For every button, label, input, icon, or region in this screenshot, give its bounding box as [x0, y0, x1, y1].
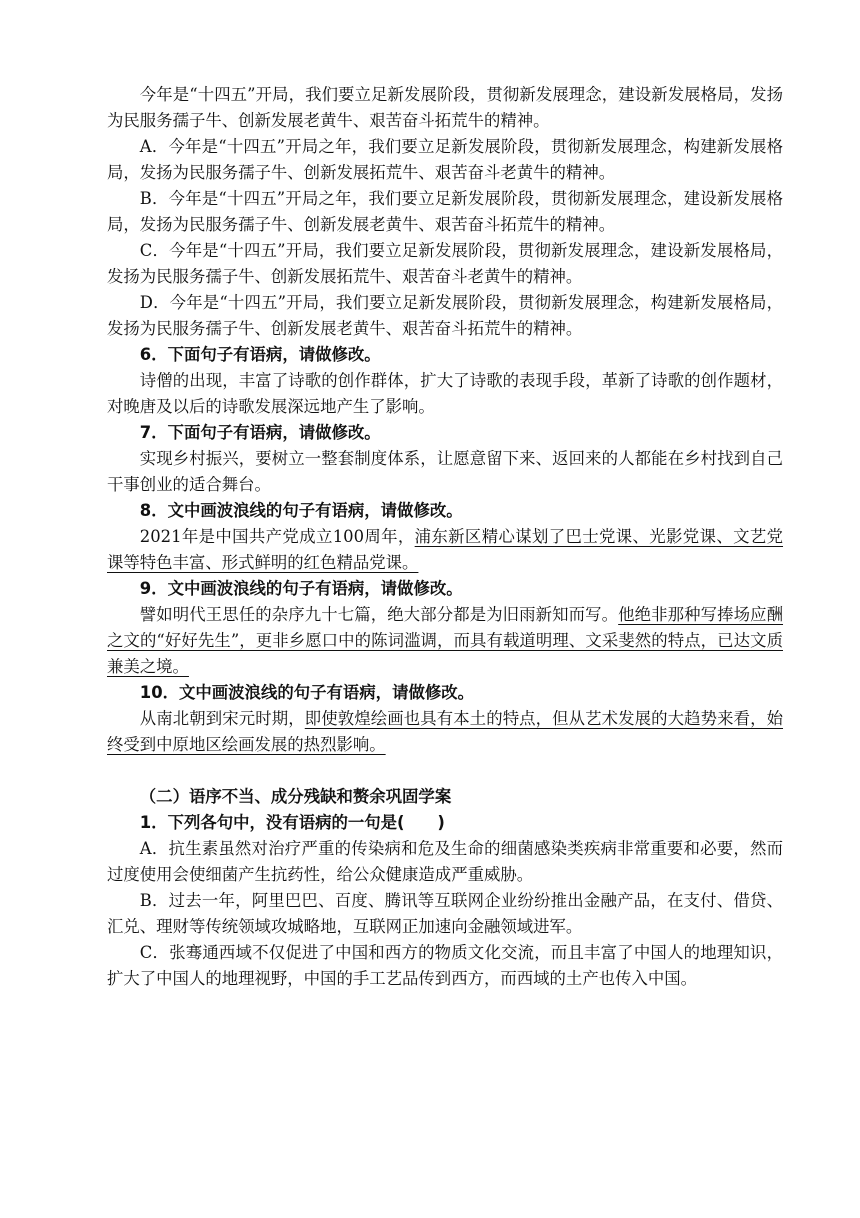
question-8-text	[107, 524, 783, 576]
section-2-question-1: 1．下列各句中，没有语病的一句是( )	[139, 813, 445, 832]
question-10-context: 从南北朝到宋元时期，	[139, 709, 305, 728]
question-7-heading: 7．下面句子有语病，请做修改。	[139, 423, 381, 442]
section-2-option-c: C．张骞通西域不仅促进了中国和西方的物质文化交流，而且丰富了中国人的地理知识，扩大了中国人的地理视野，中国的手工艺品传到西方，而西域的土产也传入中国。	[107, 943, 783, 988]
question-10-text	[107, 706, 783, 758]
question-8-heading: 8．文中画波浪线的句子有语病，请做修改。	[139, 501, 463, 520]
section-2-option-b: B．过去一年，阿里巴巴、百度、腾讯等互联网企业纷纷推出金融产品，在支付、借贷、汇兑、理财等传统领域攻城略地，互联网正加速向金融领域进军。	[107, 891, 783, 936]
question-9-heading: 9．文中画波浪线的句子有语病，请做修改。	[139, 579, 463, 598]
question-9-underlined: 他绝非那种写捧场应酬之文的“好好先生”，更非乡愿口中的陈词滥调，而具有载道明理、文采斐然的特点，已达文质兼美之境。	[107, 605, 784, 676]
question-8-context: 2021年是中国共产党成立100周年，	[139, 527, 415, 546]
spacer	[107, 758, 783, 784]
question-8-underlined: 浦东新区精心谋划了巴士党课、光影党课、文艺党课等特色丰富、形式鲜明的红色精品党课。	[107, 527, 784, 572]
section-2-title: （二）语序不当、成分残缺和赘余巩固学案	[139, 787, 452, 806]
document-page	[107, 82, 783, 992]
option-b: B．今年是“十四五”开局之年，我们要立足新发展阶段，贯彻新发展理念，建设新发展格局，发扬为民服务孺子牛、创新发展老黄牛、艰苦奋斗拓荒牛的精神。	[107, 189, 783, 234]
section-2-option-a: A．抗生素虽然对治疗严重的传染病和危及生命的细菌感染类疾病非常重要和必要，然而过度使用会使细菌产生抗药性，给公众健康造成严重威胁。	[107, 839, 783, 884]
question-6-text: 诗僧的出现，丰富了诗歌的创作群体，扩大了诗歌的表现手段，革新了诗歌的创作题材，对晚唐及以后的诗歌发展深远地产生了影响。	[107, 371, 783, 416]
option-d: D．今年是“十四五”开局，我们要立足新发展阶段，贯彻新发展理念，构建新发展格局，发扬为民服务孺子牛、创新发展老黄牛、艰苦奋斗拓荒牛的精神。	[107, 293, 783, 338]
question-stem: 今年是“十四五”开局，我们要立足新发展阶段，贯彻新发展理念，建设新发展格局，发扬为民服务孺子牛、创新发展老黄牛、艰苦奋斗拓荒牛的精神。	[107, 85, 783, 130]
option-c: C．今年是“十四五”开局，我们要立足新发展阶段，贯彻新发展理念，建设新发展格局，发扬为民服务孺子牛、创新发展拓荒牛、艰苦奋斗老黄牛的精神。	[107, 241, 783, 286]
question-10-heading: 10．文中画波浪线的句子有语病，请做修改。	[139, 683, 475, 702]
question-10-underlined: 即使敦煌绘画也具有本土的特点，但从艺术发展的大趋势来看，始终受到中原地区绘画发展的热烈影响。	[107, 709, 784, 754]
option-a: A．今年是“十四五”开局之年，我们要立足新发展阶段，贯彻新发展理念，构建新发展格局，发扬为民服务孺子牛、创新发展拓荒牛、艰苦奋斗老黄牛的精神。	[107, 137, 783, 182]
question-7-text: 实现乡村振兴，要树立一整套制度体系，让愿意留下来、返回来的人都能在乡村找到自己干事创业的适合舞台。	[107, 449, 783, 494]
question-9-text	[107, 602, 783, 680]
question-6-heading: 6．下面句子有语病，请做修改。	[139, 345, 381, 364]
question-9-context: 譬如明代王思任的杂序九十七篇，绝大部分都是为旧雨新知而写。	[139, 605, 619, 624]
